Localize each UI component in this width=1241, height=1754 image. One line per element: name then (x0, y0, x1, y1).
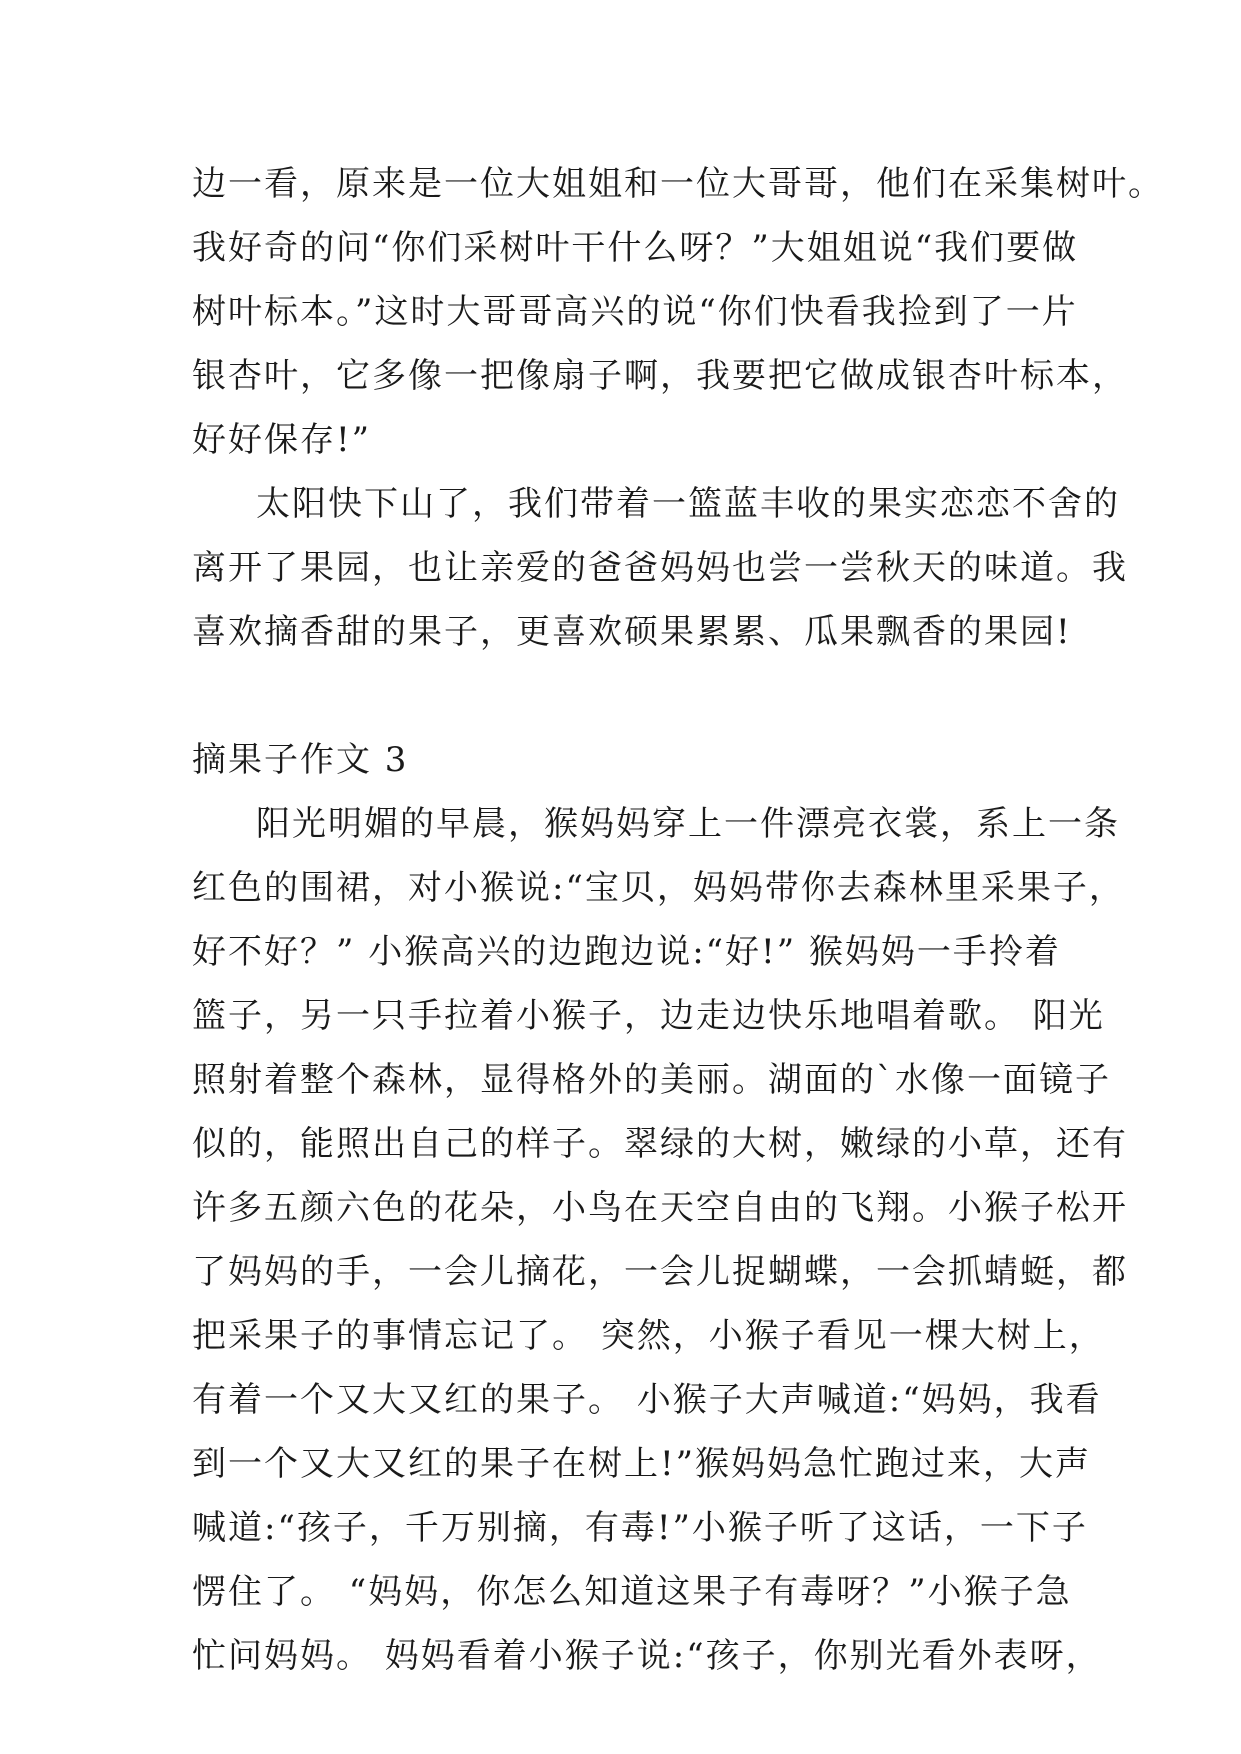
text-line: 愣住了。 “妈妈，你怎么知道这果子有毒呀？”小猴子急 (192, 1572, 1072, 1612)
text-line: 喊道:“孩子，千万别摘，有毒!”小猴子听了这话，一下子 (192, 1508, 1088, 1548)
paragraph-monkey-story (192, 792, 1128, 1688)
text-line: 忙问妈妈。 妈妈看着小猴子说:“孩子，你别光看外表呀， (192, 1636, 1102, 1676)
text-line: 阳光明媚的早晨，猴妈妈穿上一件漂亮衣裳，系上一条 (256, 804, 1120, 844)
text-line: 好不好？” 小猴高兴的边跑边说:“好!” 猴妈妈一手拎着 (192, 932, 1061, 972)
spacer (192, 664, 1052, 728)
text-line: 太阳快下山了，我们带着一篮蓝丰收的果实恋恋不舍的 (256, 484, 1120, 524)
text-line: 到一个又大又红的果子在树上!”猴妈妈急忙跑过来，大声 (192, 1444, 1092, 1484)
text-line: 银杏叶，它多像一把像扇子啊，我要把它做成银杏叶标本， (192, 356, 1128, 396)
text-line: 许多五颜六色的花朵，小鸟在天空自由的飞翔。小猴子松开 (192, 1188, 1128, 1228)
text-line: 树叶标本。”这时大哥哥高兴的说“你们快看我捡到了一片 (192, 292, 1078, 332)
section-heading: 摘果子作文 3 (192, 740, 409, 780)
text-line: 篮子，另一只手拉着小猴子，边走边快乐地唱着歌。 阳光 (192, 996, 1105, 1036)
text-line: 了妈妈的手，一会儿摘花，一会儿捉蝴蝶，一会抓蜻蜓，都 (192, 1252, 1128, 1292)
text-line: 喜欢摘香甜的果子，更喜欢硕果累累、瓜果飘香的果园! (192, 612, 1072, 652)
text-line: 把采果子的事情忘记了。 突然，小猴子看见一棵大树上， (192, 1316, 1105, 1356)
text-line: 有着一个又大又红的果子。 小猴子大声喊道:“妈妈，我看 (192, 1380, 1102, 1420)
text-line: 边一看，原来是一位大姐姐和一位大哥哥，他们在采集树叶。 (192, 164, 1164, 204)
paragraph-sunset (192, 472, 1128, 664)
text-line: 红色的围裙，对小猴说:“宝贝，妈妈带你去森林里采果子， (192, 868, 1125, 908)
paragraph-leaf-specimen (192, 152, 1164, 472)
text-line: 照射着整个森林，显得格外的美丽。湖面的`水像一面镜子 (192, 1060, 1111, 1100)
text-line: 似的，能照出自己的样子。翠绿的大树，嫩绿的小草，还有 (192, 1124, 1128, 1164)
text-line: 离开了果园，也让亲爱的爸爸妈妈也尝一尝秋天的味道。我 (192, 548, 1128, 588)
text-line: 好好保存!” (192, 420, 372, 460)
document-body (192, 152, 1164, 1688)
text-line: 我好奇的问“你们采树叶干什么呀？”大姐姐说“我们要做 (192, 228, 1079, 268)
